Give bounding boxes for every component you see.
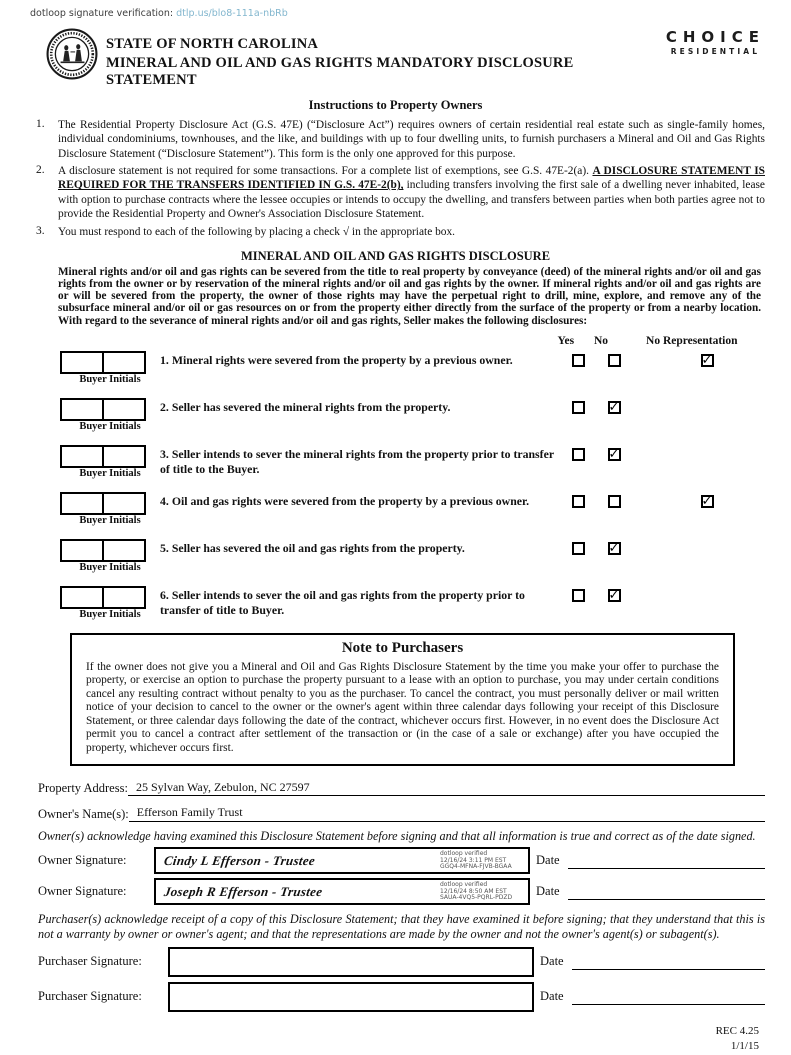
no-representation-checkbox[interactable]: ✓	[701, 352, 713, 368]
purchaser-acknowledgment: Purchaser(s) acknowledge receipt of a copy of this Disclosure Statement; that they have examined it before signing; that they understand that this is not a warranty by owner or owner's agent; and that the representations are made by the owner and not the owner's agent(s) or subagent(s).	[38, 912, 765, 942]
logo-line2: RESIDENTIAL	[670, 47, 761, 56]
owner-signature-row-2	[38, 878, 765, 905]
instruction-item-3	[36, 225, 765, 239]
column-header-yes: Yes	[557, 334, 575, 347]
owner-signature-row-1	[38, 847, 765, 874]
form-footer	[0, 1024, 759, 1055]
item-text: The Residential Property Disclosure Act (G.S. 47E) (“Disclosure Act”) requires owners of certain residential real estate such as single-family homes, individual condominiums, townhouses, and the like, and buildings with up to four dwelling units, to furnish purchasers a Mineral and Oil and Gas Rights Disclosure Statement (“Disclosure Statement”). This form is the only one approved for this purpose.	[58, 119, 765, 160]
owner-acknowledgment: Owner(s) acknowledge having examined this Disclosure Statement before signing and that all information is true and correct as of the date signed.	[38, 828, 756, 843]
buyer-initials-label: Buyer Initials	[79, 561, 141, 573]
owner-names-line	[38, 805, 765, 821]
buyer-initials-field	[60, 445, 160, 479]
owner-signature-field[interactable]	[154, 878, 530, 905]
disclosure-statement-text: 4. Oil and gas rights were severed from the property by a previous owner.	[160, 493, 530, 508]
disclosure-matrix	[60, 335, 765, 620]
buyer-initials-box[interactable]	[60, 351, 104, 374]
buyer-initials-box[interactable]	[60, 539, 104, 562]
form-code: REC 4.25	[715, 1024, 759, 1037]
disclosure-intro: Mineral rights and/or oil and gas rights can be severed from the title to real property by conveyance (deed) of the mineral rights and/or oil and gas rights from the owner or by reservation of the mineral rights and/or oil and gas rights by the owner. If mineral rights and/or oil and gas rights are or will be severed from the property, the owner of those rights may have the perpetual right to drill, mine, explore, and remove any of the subsurface mineral and/or oil or gas resources on or from the property either directly from the surface of the property or from a nearby location. With regard to the severance of mineral rights and/or oil and gas rights, Seller makes the following disclosures:	[58, 265, 761, 327]
no-checkbox[interactable]	[608, 354, 621, 367]
disclosure-row-2	[60, 398, 765, 432]
purchaser-signature-row-2	[38, 982, 765, 1012]
purchaser-signature-field[interactable]	[168, 982, 534, 1012]
no-representation-checkbox[interactable]: ✓	[701, 493, 713, 509]
no-checkbox[interactable]: ✓	[608, 540, 620, 556]
item-text-pre: A disclosure statement is not required for some transactions. For a complete list of exemptions, see G.S. 47E-2(a).	[58, 165, 593, 178]
disclosure-statement-text: 2. Seller has severed the mineral rights from the property.	[160, 399, 451, 414]
logo-line1: CHOICE	[665, 28, 765, 46]
buyer-initials-box[interactable]	[102, 586, 146, 609]
buyer-initials-box[interactable]	[102, 351, 146, 374]
column-header-no: No	[593, 334, 608, 347]
date-label: Date	[540, 954, 564, 969]
no-checkbox[interactable]: ✓	[608, 446, 620, 462]
verification-label: dotloop signature verification:	[30, 8, 174, 19]
buyer-initials-box[interactable]	[102, 445, 146, 468]
disclosure-heading: MINERAL AND OIL AND GAS RIGHTS DISCLOSURE	[240, 248, 551, 263]
yes-checkbox[interactable]	[572, 495, 585, 508]
owner-signature-label: Owner Signature:	[38, 853, 127, 868]
date-field[interactable]	[572, 989, 765, 1005]
dotloop-verified-stamp: dotloop verified 12/16/24 8:50 AM EST SAUA-4VQ5-PQRL-PDZD	[440, 880, 513, 902]
date-field[interactable]	[568, 853, 765, 869]
buyer-initials-label: Buyer Initials	[79, 420, 141, 432]
column-header-no-representation: No Representation	[646, 334, 738, 347]
purchaser-signature-label: Purchaser Signature:	[38, 989, 142, 1004]
buyer-initials-label: Buyer Initials	[79, 514, 141, 526]
item-text-emphasis: A DISCLOSURE STATEMENT IS REQUIRED FOR THE TRANSFERS IDENTIFIED IN G.S. 47E-2(b),	[58, 165, 765, 192]
buyer-initials-field	[60, 398, 160, 432]
buyer-initials-box[interactable]	[60, 492, 104, 515]
nc-real-estate-commission-seal-icon	[46, 28, 98, 85]
purchaser-signature-label: Purchaser Signature:	[38, 954, 142, 969]
disclosure-statement-text: 1. Mineral rights were severed from the property by a previous owner.	[160, 352, 513, 367]
instruction-item-1	[36, 118, 765, 161]
no-checkbox[interactable]: ✓	[608, 399, 620, 415]
disclosure-row-5	[60, 539, 765, 573]
buyer-initials-box[interactable]	[102, 398, 146, 421]
purchaser-signature-row-1	[38, 947, 765, 977]
disclosure-statement-text: 3. Seller intends to sever the mineral rights from the property prior to transfer of title to the Buyer.	[160, 446, 554, 476]
disclosure-row-6	[60, 586, 765, 620]
item-number: 3.	[36, 224, 45, 237]
disclosure-row-1	[60, 351, 765, 385]
buyer-initials-field	[60, 586, 160, 620]
owner-names-value[interactable]: Efferson Family Trust	[129, 805, 765, 821]
no-checkbox[interactable]: ✓	[608, 587, 620, 603]
buyer-initials-field	[60, 539, 160, 573]
property-address-value[interactable]: 25 Sylvan Way, Zebulon, NC 27597	[128, 780, 765, 796]
yes-checkbox[interactable]	[572, 401, 585, 414]
buyer-initials-box[interactable]	[102, 539, 146, 562]
item-text: You must respond to each of the following by placing a check √ in the appropriate box.	[58, 225, 456, 238]
disclosure-row-4	[60, 492, 765, 526]
matrix-column-headers	[60, 335, 765, 347]
owner-names-label: Owner's Name(s):	[38, 806, 129, 821]
date-label: Date	[536, 853, 560, 868]
verification-bar	[0, 0, 791, 19]
no-checkbox[interactable]	[608, 495, 621, 508]
form-title-block	[106, 36, 666, 89]
buyer-initials-box[interactable]	[102, 492, 146, 515]
item-number: 2.	[36, 164, 45, 177]
disclosure-statement-text: 5. Seller has severed the oil and gas rights from the property.	[160, 540, 465, 555]
form-header	[46, 26, 765, 89]
item-text	[58, 164, 765, 221]
item-number: 1.	[36, 118, 45, 130]
dotloop-verified-stamp: dotloop verified 12/16/24 3:11 PM EST GGQ4-MFNA-FJVB-BGAA	[440, 849, 512, 871]
disclosure-statement-text: 6. Seller intends to sever the oil and gas rights from the property prior to transfer of title to Buyer.	[160, 587, 525, 617]
buyer-initials-box[interactable]	[60, 586, 104, 609]
buyer-initials-label: Buyer Initials	[79, 373, 141, 385]
buyer-initials-label: Buyer Initials	[79, 608, 141, 620]
note-heading: Note to Purchasers	[341, 639, 464, 656]
choice-residential-logo	[666, 28, 765, 56]
yes-checkbox[interactable]	[572, 448, 585, 461]
yes-checkbox[interactable]	[572, 354, 585, 367]
owner-signature-label: Owner Signature:	[38, 884, 127, 899]
buyer-initials-label: Buyer Initials	[79, 467, 141, 479]
owner-signature-field[interactable]	[154, 847, 530, 874]
item-text-post: including transfers involving the first sale of a dwelling never inhabited, lease with option to purchase contracts where the lessee occupies or intends to occupy the dwelling, and transfers between parties when both parties agree not to provide the Residential Property and Owner's Association Disclosure Statement.	[58, 179, 765, 221]
buyer-initials-box[interactable]	[60, 398, 104, 421]
disclosure-row-3	[60, 445, 765, 479]
instructions-heading: Instructions to Property Owners	[308, 98, 483, 112]
owner-signature-script: Joseph R Efferson - Trustee	[163, 883, 324, 899]
date-field[interactable]	[568, 884, 765, 900]
form-revision-date: 1/1/15	[730, 1040, 759, 1053]
buyer-initials-box[interactable]	[60, 445, 104, 468]
owner-signature-script: Cindy L Efferson - Trustee	[163, 852, 317, 868]
buyer-initials-field	[60, 492, 160, 526]
date-label: Date	[536, 884, 560, 899]
form-title-line1: STATE OF NORTH CAROLINA	[106, 36, 319, 52]
purchaser-signature-field[interactable]	[168, 947, 534, 977]
buyer-initials-field	[60, 351, 160, 385]
form-title-line2: MINERAL AND OIL AND GAS RIGHTS MANDATORY DISCLOSURE STATEMENT	[106, 55, 574, 88]
yes-checkbox[interactable]	[572, 542, 585, 555]
property-address-label: Property Address:	[38, 781, 128, 796]
verification-link[interactable]: dtlp.us/blo8-111a-nbRb	[176, 8, 288, 19]
note-body: If the owner does not give you a Mineral and Oil and Gas Rights Disclosure Statement by the time you make your offer to purchase the property, or exercise an option to purchase the property pursuant to a lease with an option to purchase, you may under certain conditions cancel any resulting contract without penalty to you as the purchaser. To cancel the contract, you must personally deliver or mail written notice of your decision to cancel to the owner or the owner's agent within three calendar days following your receipt of this Disclosure Statement, or three calendar days following the date of the contract, whichever occurs first. However, in no event does the Disclosure Act permit you to cancel a contract after settlement of the transaction or (in the case of a sale or exchange) after you have occupied the property, whichever occurs first.	[86, 660, 719, 754]
property-address-line	[38, 780, 765, 796]
note-to-purchasers-box	[70, 633, 735, 766]
instructions-list	[36, 118, 765, 239]
date-label: Date	[540, 989, 564, 1004]
date-field[interactable]	[572, 954, 765, 970]
instruction-item-2	[36, 164, 765, 221]
yes-checkbox[interactable]	[572, 589, 585, 602]
